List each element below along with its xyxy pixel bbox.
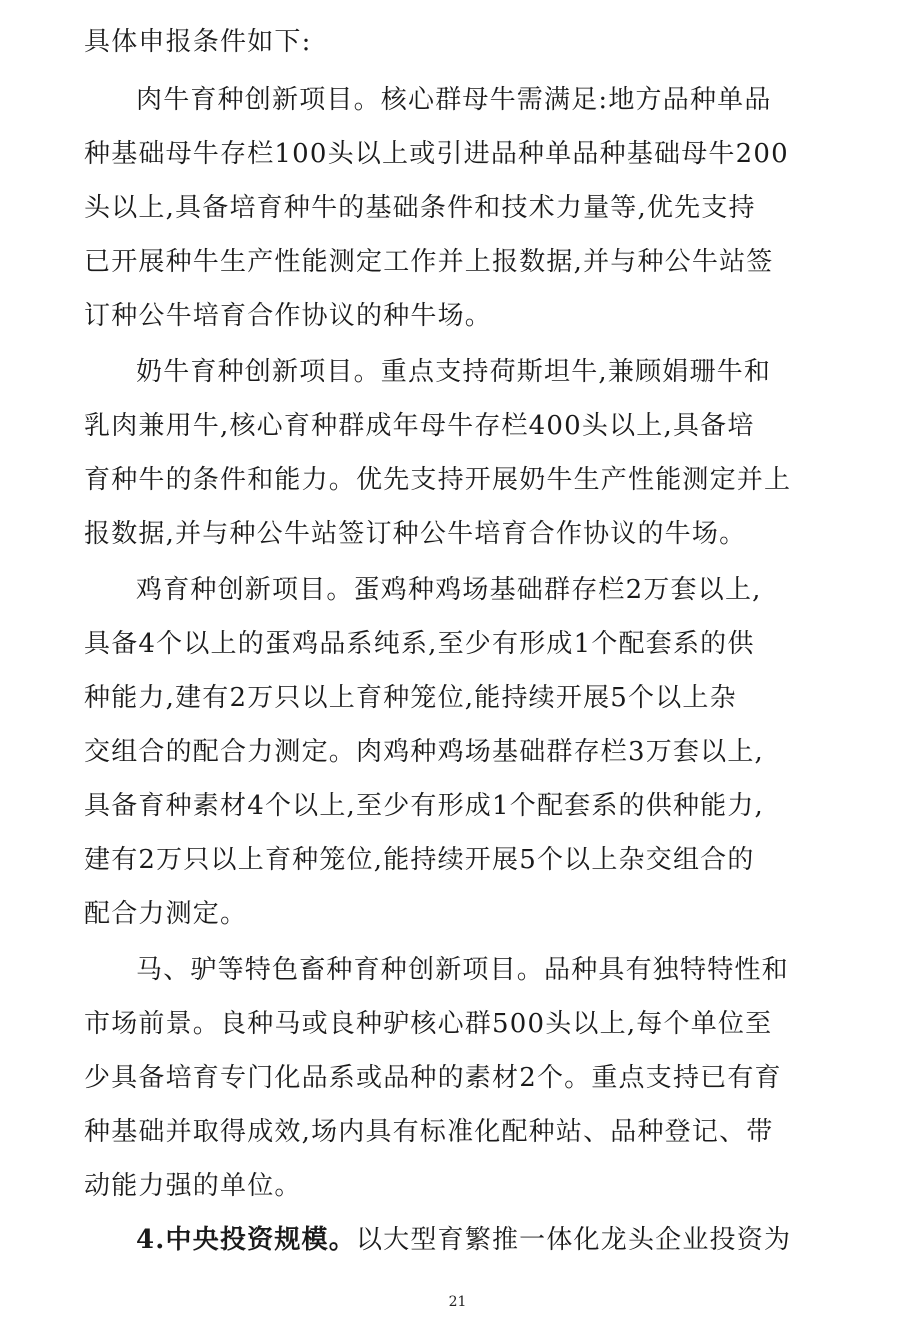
- text-line: 市场前景。良种马或良种驴核心群500头以上,每个单位至: [84, 1009, 773, 1039]
- text-span: 以大型育繁推一体化龙头企业投资为: [355, 1225, 792, 1255]
- text-line: 配合力测定。: [84, 899, 248, 929]
- text-line: 鸡育种创新项目。蛋鸡种鸡场基础群存栏2万套以上,: [136, 575, 762, 605]
- text-line: 具备育种素材4个以上,至少有形成1个配套系的供种能力,: [84, 791, 765, 821]
- text-line: 少具备培育专门化品系或品种的素材2个。重点支持已有育: [84, 1063, 782, 1093]
- text-line: 奶牛育种创新项目。重点支持荷斯坦牛,兼顾娟珊牛和: [136, 357, 772, 387]
- text-line: 交组合的配合力测定。肉鸡种鸡场基础群存栏3万套以上,: [84, 737, 765, 767]
- text-line: 已开展种牛生产性能测定工作并上报数据,并与种公牛站签: [84, 247, 774, 277]
- text-line: 种能力,建有2万只以上育种笼位,能持续开展5个以上杂: [84, 683, 737, 713]
- text-line: 订种公牛培育合作协议的种牛场。: [84, 301, 493, 331]
- text-line: 马、驴等特色畜种育种创新项目。品种具有独特特性和: [136, 955, 789, 985]
- text-line: 建有2万只以上育种笼位,能持续开展5个以上杂交组合的: [84, 845, 755, 875]
- text-line: 动能力强的单位。: [84, 1171, 302, 1201]
- page-number: 21: [448, 1294, 467, 1310]
- text-line: 报数据,并与种公牛站签订种公牛培育合作协议的牛场。: [84, 519, 747, 549]
- text-line: 种基础并取得成效,场内具有标准化配种站、品种登记、带: [84, 1117, 774, 1147]
- text-line: 种基础母牛存栏100头以上或引进品种单品种基础母牛200: [84, 139, 789, 169]
- section-heading: 4.中央投资规模。: [136, 1225, 356, 1255]
- text-line: 乳肉兼用牛,核心育种群成年母牛存栏400头以上,具备培: [84, 411, 755, 441]
- text-line: 头以上,具备培育种牛的基础条件和技术力量等,优先支持: [84, 193, 756, 223]
- text-line: 育种牛的条件和能力。优先支持开展奶牛生产性能测定并上: [84, 465, 792, 495]
- text-line: [136, 1220, 834, 1260]
- text-line: 具备4个以上的蛋鸡品系纯系,至少有形成1个配套系的供: [84, 629, 755, 659]
- text-line: 肉牛育种创新项目。核心群母牛需满足:地方品种单品: [136, 85, 772, 115]
- text-line: 具体申报条件如下:: [84, 27, 312, 57]
